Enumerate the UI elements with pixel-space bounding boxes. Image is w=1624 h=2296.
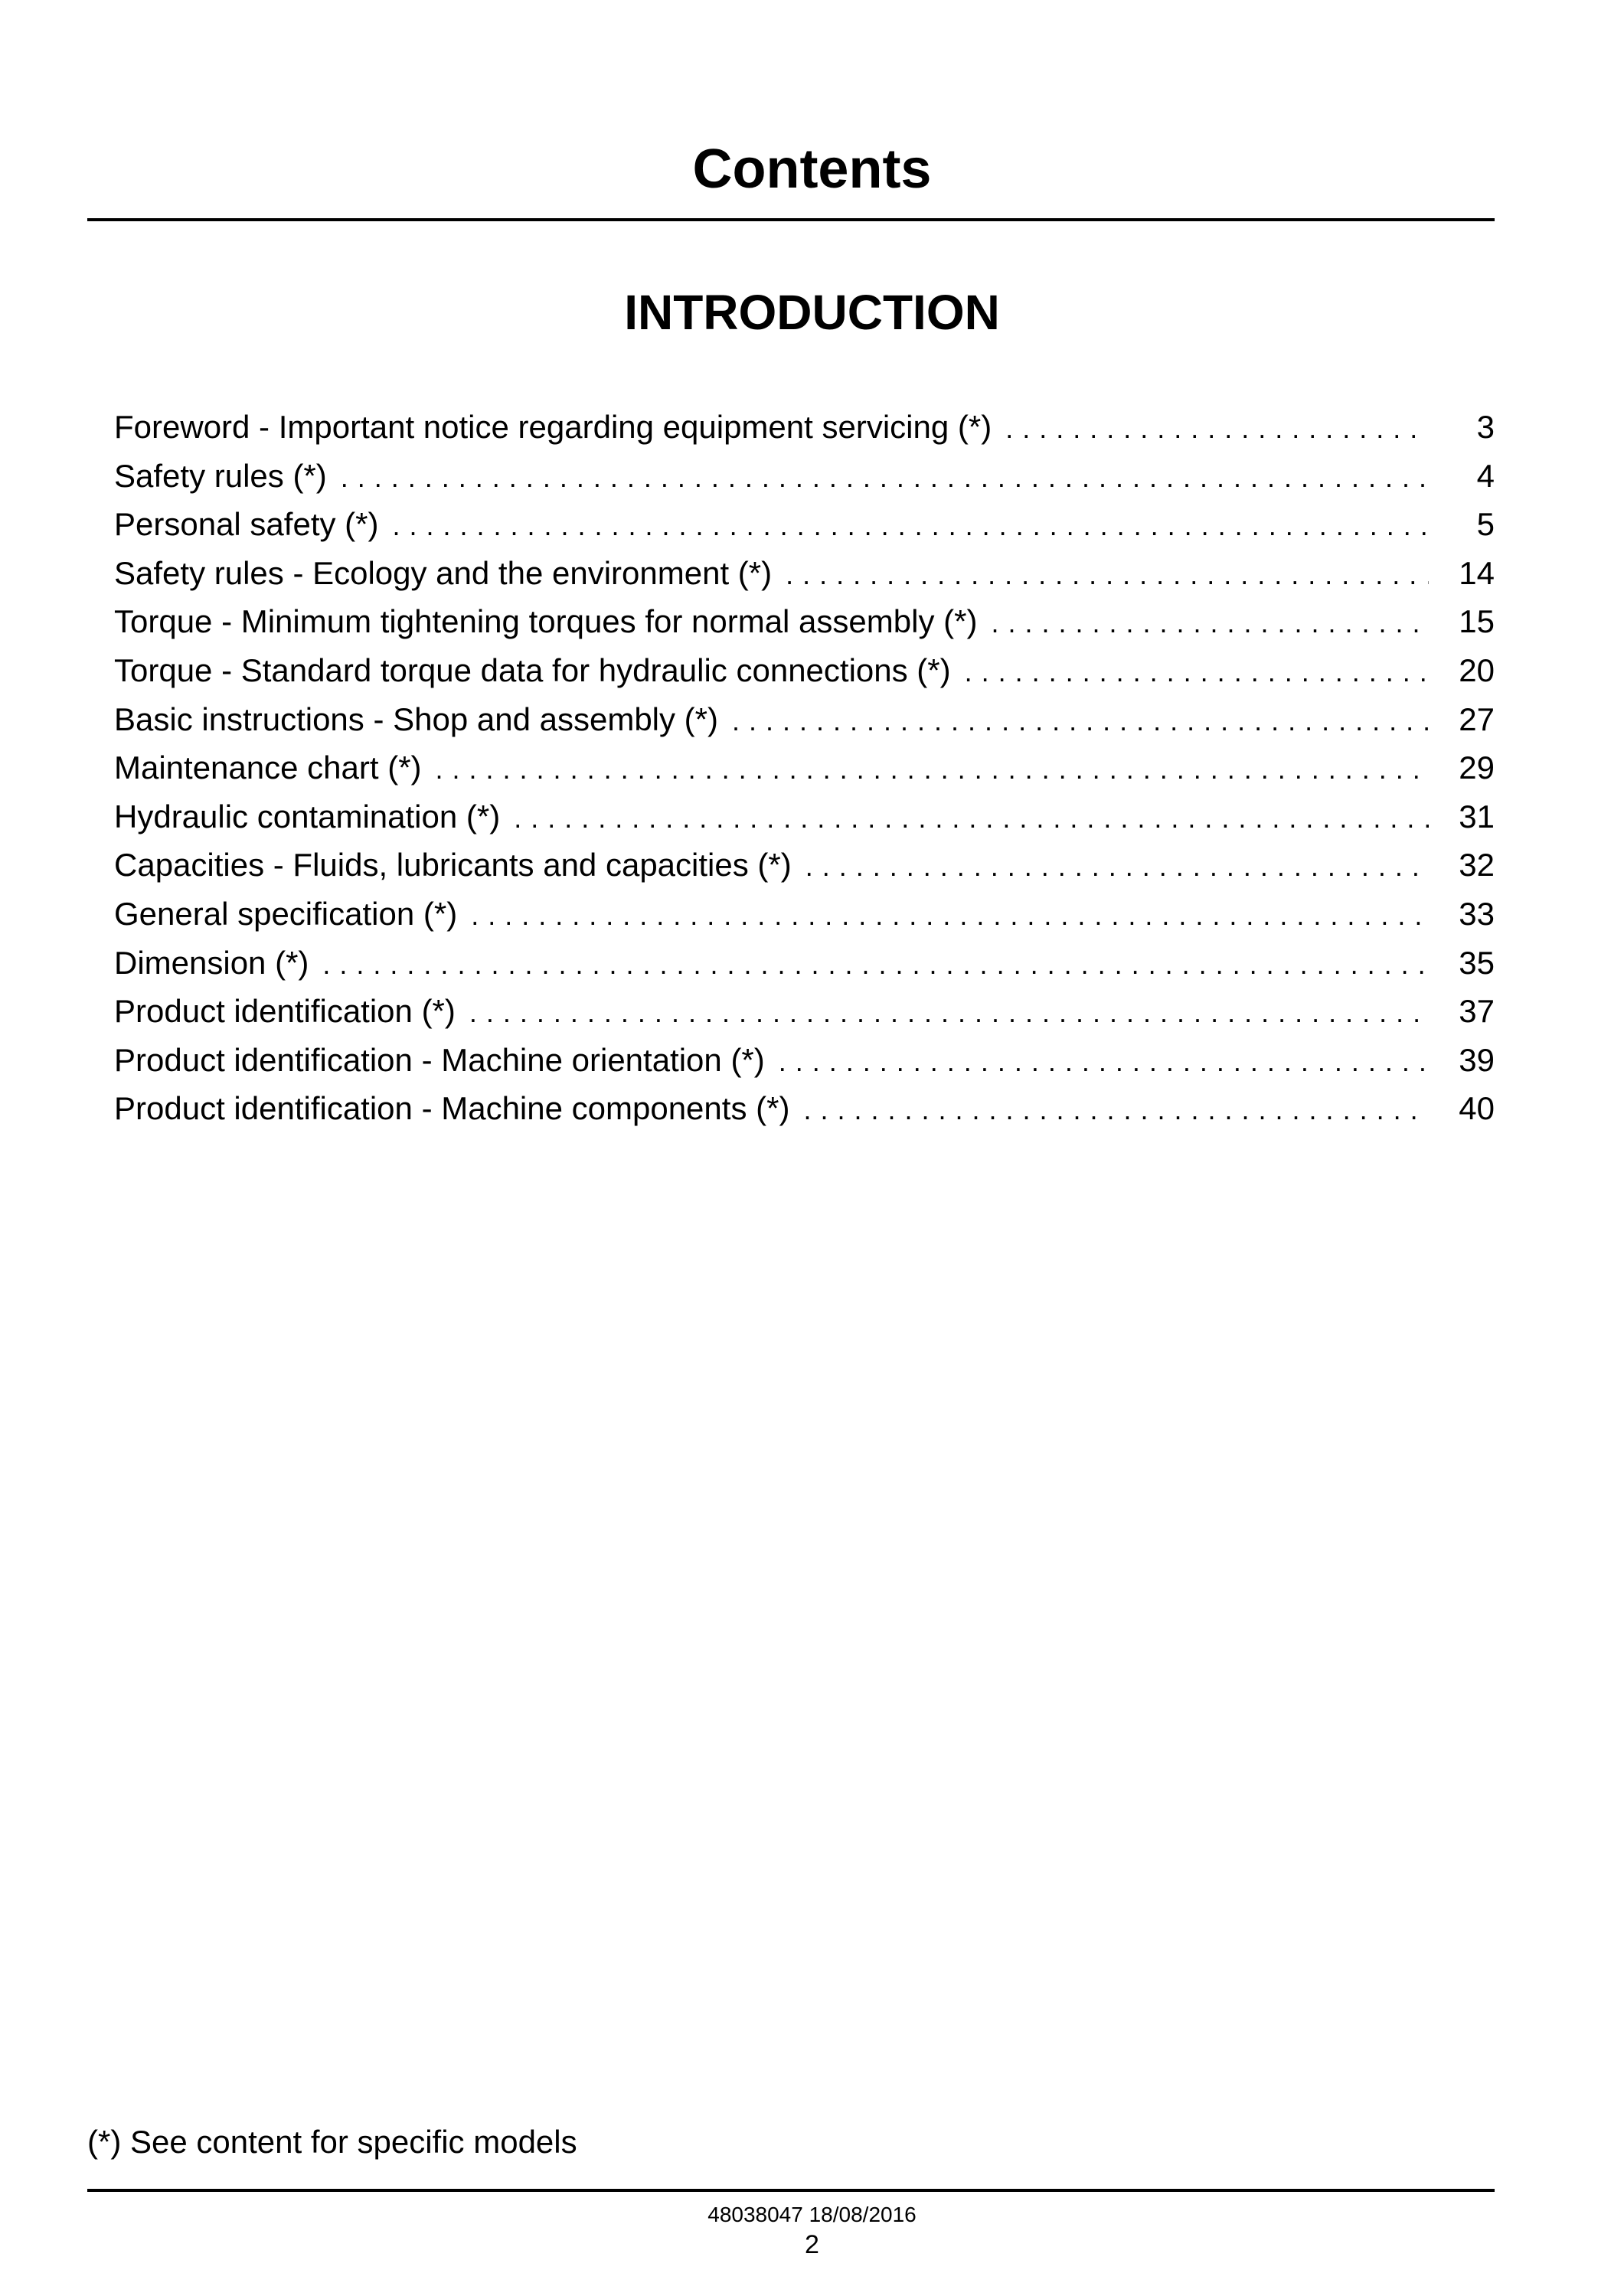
- toc-entry-page: 3: [1476, 409, 1495, 445]
- toc-entry-title: Foreword - Important notice regarding equipment servicing (*): [114, 409, 992, 445]
- bottom-divider: [87, 2189, 1495, 2192]
- toc-entry-title: Capacities - Fluids, lubricants and capacities (*): [114, 847, 792, 883]
- toc-entry[interactable]: [114, 987, 1495, 1036]
- toc-entry[interactable]: [114, 743, 1495, 792]
- dot-leader: [779, 1037, 1429, 1086]
- toc-entry-title: Maintenance chart (*): [114, 750, 422, 786]
- toc-entry[interactable]: [114, 403, 1495, 452]
- top-divider: [87, 218, 1495, 221]
- table-of-contents: [114, 403, 1495, 1133]
- toc-entry-page: 39: [1459, 1041, 1495, 1078]
- toc-entry[interactable]: [114, 597, 1495, 646]
- toc-entry[interactable]: [114, 452, 1495, 501]
- toc-entry-title: Torque - Standard torque data for hydraulic connections (*): [114, 652, 951, 688]
- toc-entry-page: 37: [1459, 993, 1495, 1030]
- toc-entry-page: 14: [1459, 554, 1495, 591]
- page-title: Contents: [692, 139, 932, 200]
- toc-entry[interactable]: [114, 549, 1495, 598]
- toc-entry[interactable]: [114, 695, 1495, 744]
- document-id: 48038047 18/08/2016: [707, 2203, 917, 2226]
- toc-entry-page: 33: [1459, 895, 1495, 932]
- toc-entry-page: 27: [1459, 701, 1495, 737]
- toc-entry[interactable]: [114, 939, 1495, 988]
- dot-leader: [732, 697, 1429, 746]
- toc-entry-page: 4: [1476, 457, 1495, 494]
- toc-entry[interactable]: [114, 841, 1495, 890]
- toc-entry-page: 40: [1459, 1090, 1495, 1127]
- dot-leader: [805, 842, 1429, 891]
- toc-entry[interactable]: [114, 792, 1495, 841]
- section-title: INTRODUCTION: [624, 285, 1000, 340]
- toc-entry-title: Hydraulic contamination (*): [114, 798, 501, 834]
- dot-leader: [803, 1086, 1429, 1135]
- toc-entry-title: Basic instructions - Shop and assembly (*): [114, 701, 718, 737]
- dot-leader: [965, 648, 1429, 697]
- toc-entry[interactable]: [114, 646, 1495, 695]
- dot-leader: [392, 501, 1429, 550]
- dot-leader: [514, 794, 1429, 843]
- toc-entry-title: General specification (*): [114, 895, 458, 932]
- page-number: 2: [805, 2230, 819, 2259]
- toc-entry-page: 32: [1459, 847, 1495, 883]
- toc-entry-page: 29: [1459, 750, 1495, 786]
- toc-entry-title: Product identification - Machine components (*): [114, 1090, 790, 1127]
- toc-entry[interactable]: [114, 890, 1495, 939]
- toc-entry-title: Product identification (*): [114, 993, 456, 1030]
- toc-entry-page: 20: [1459, 652, 1495, 688]
- toc-entry[interactable]: [114, 500, 1495, 549]
- dot-leader: [469, 988, 1429, 1037]
- footnote: (*) See content for specific models: [87, 2124, 577, 2160]
- toc-entry-title: Personal safety (*): [114, 506, 379, 543]
- dot-leader: [991, 599, 1429, 648]
- dot-leader: [471, 891, 1429, 940]
- toc-entry-page: 35: [1459, 944, 1495, 981]
- toc-entry-title: Dimension (*): [114, 944, 309, 981]
- toc-entry-page: 5: [1476, 506, 1495, 543]
- dot-leader: [436, 745, 1429, 794]
- toc-entry-page: 15: [1459, 603, 1495, 640]
- dot-leader: [322, 940, 1429, 989]
- toc-entry-title: Product identification - Machine orientation (*): [114, 1041, 765, 1078]
- toc-entry-title: Safety rules - Ecology and the environment (*): [114, 554, 773, 591]
- toc-entry[interactable]: [114, 1036, 1495, 1085]
- toc-entry-page: 31: [1459, 798, 1495, 834]
- toc-entry[interactable]: [114, 1084, 1495, 1133]
- toc-entry-title: Safety rules (*): [114, 457, 327, 494]
- toc-entry-title: Torque - Minimum tightening torques for normal assembly (*): [114, 603, 978, 640]
- dot-leader: [1005, 404, 1429, 453]
- dot-leader: [786, 550, 1429, 599]
- dot-leader: [341, 453, 1429, 502]
